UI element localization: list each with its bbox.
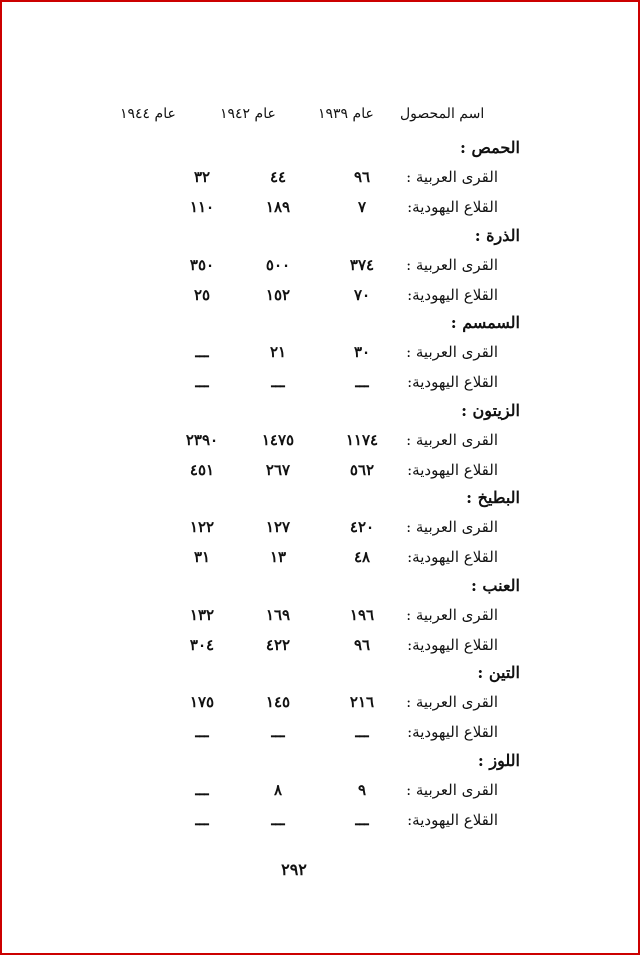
cell-v1944: ٣١ bbox=[193, 548, 211, 566]
cell-v1942: ١٤٥ bbox=[265, 693, 291, 711]
cell-v1942: ٤٤ bbox=[269, 168, 287, 186]
header-year-1944: عام ١٩٤٤ bbox=[120, 106, 176, 122]
crop-heading: السمسم : bbox=[450, 313, 520, 332]
row-label: القرى العربية : bbox=[406, 430, 498, 449]
cell-v1942: ـــ bbox=[271, 723, 285, 741]
cell-v1942: ٢١ bbox=[269, 343, 287, 361]
cell-v1944: ـــ bbox=[195, 780, 209, 799]
row-label: القلاع اليهودية: bbox=[407, 810, 498, 829]
cell-v1944: ٢٣٩٠ bbox=[185, 430, 219, 449]
cell-v1942: ٤٢٢ bbox=[265, 635, 291, 654]
cell-v1942: ٢٦٧ bbox=[265, 460, 291, 479]
cell-v1944: ٣٥٠ bbox=[189, 255, 215, 274]
cell-v1939: ٥٦٢ bbox=[349, 460, 375, 479]
row-label: القرى العربية : bbox=[406, 780, 498, 799]
cell-v1939: ـــ bbox=[355, 373, 369, 391]
cell-v1942: ـــ bbox=[271, 810, 285, 829]
row-label: القلاع اليهودية: bbox=[407, 548, 498, 566]
row-label: القرى العربية : bbox=[406, 518, 498, 536]
cell-v1939: ـــ bbox=[355, 723, 369, 741]
cell-v1942: ١٣ bbox=[269, 548, 287, 566]
crop-heading: اللوز : bbox=[477, 750, 520, 770]
cell-v1942: ١٦٩ bbox=[265, 605, 291, 624]
cell-v1939: ٩٦ bbox=[353, 635, 371, 654]
header-year-1942: عام ١٩٤٢ bbox=[220, 106, 276, 122]
cell-v1944: ٤٥١ bbox=[189, 460, 215, 479]
crop-heading: التين : bbox=[477, 663, 520, 682]
cell-v1939: ٣٠ bbox=[353, 343, 371, 361]
cell-v1942: ١٢٧ bbox=[265, 518, 291, 536]
row-label: القلاع اليهودية: bbox=[407, 373, 498, 391]
cell-v1944: ـــ bbox=[195, 343, 209, 361]
crop-heading: العنب : bbox=[470, 575, 520, 595]
cell-v1939: ١١٧٤ bbox=[345, 430, 379, 449]
crop-heading: الذرة : bbox=[474, 225, 520, 245]
cell-v1939: ١٩٦ bbox=[349, 605, 375, 624]
cell-v1942: ـــ bbox=[271, 373, 285, 391]
row-label: القرى العربية : bbox=[406, 343, 498, 361]
cell-v1939: ـــ bbox=[355, 810, 369, 829]
cell-v1944: ١٢٢ bbox=[189, 518, 215, 536]
cell-v1944: ـــ bbox=[195, 810, 209, 829]
row-label: القرى العربية : bbox=[406, 605, 498, 624]
row-label: القلاع اليهودية: bbox=[407, 460, 498, 479]
cell-v1939: ٩٦ bbox=[353, 168, 371, 186]
row-label: القلاع اليهودية: bbox=[407, 285, 498, 304]
row-label: القرى العربية : bbox=[406, 693, 498, 711]
cell-v1944: ١١٠ bbox=[189, 198, 215, 216]
cell-v1939: ٣٧٤ bbox=[349, 255, 375, 274]
row-label: القرى العربية : bbox=[406, 168, 498, 186]
row-label: القرى العربية : bbox=[406, 255, 498, 274]
cell-v1944: ٣٢ bbox=[193, 168, 211, 186]
cell-v1939: ٤٨ bbox=[353, 548, 371, 566]
row-label: القلاع اليهودية: bbox=[407, 635, 498, 654]
row-label: القلاع اليهودية: bbox=[407, 723, 498, 741]
cell-v1944: ٣٠٤ bbox=[189, 635, 215, 654]
cell-v1939: ٧٠ bbox=[353, 285, 371, 304]
cell-v1944: ١٧٥ bbox=[189, 693, 215, 711]
cell-v1942: ٨ bbox=[273, 780, 283, 799]
cell-v1942: ٥٠٠ bbox=[265, 255, 291, 274]
crop-heading: الزيتون : bbox=[461, 400, 520, 420]
cell-v1942: ١٤٧٥ bbox=[261, 430, 295, 449]
cell-v1939: ٩ bbox=[357, 780, 367, 799]
cell-v1942: ١٥٢ bbox=[265, 285, 291, 304]
header-year-1939: عام ١٩٣٩ bbox=[318, 106, 374, 122]
crop-heading: الحمص : bbox=[460, 138, 520, 157]
cell-v1939: ٤٢٠ bbox=[349, 518, 375, 536]
cell-v1944: ٢٥ bbox=[193, 285, 211, 304]
cell-v1944: ١٣٢ bbox=[189, 605, 215, 624]
crop-heading: البطيخ : bbox=[466, 488, 520, 507]
cell-v1942: ١٨٩ bbox=[265, 198, 291, 216]
row-label: القلاع اليهودية: bbox=[407, 198, 498, 216]
cell-v1939: ٧ bbox=[357, 198, 367, 216]
cell-v1944: ـــ bbox=[195, 373, 209, 391]
cell-v1939: ٢١٦ bbox=[349, 693, 375, 711]
cell-v1944: ـــ bbox=[195, 723, 209, 741]
page-number: ٢٩٢ bbox=[281, 860, 307, 879]
header-product: اسم المحصول bbox=[400, 106, 485, 122]
